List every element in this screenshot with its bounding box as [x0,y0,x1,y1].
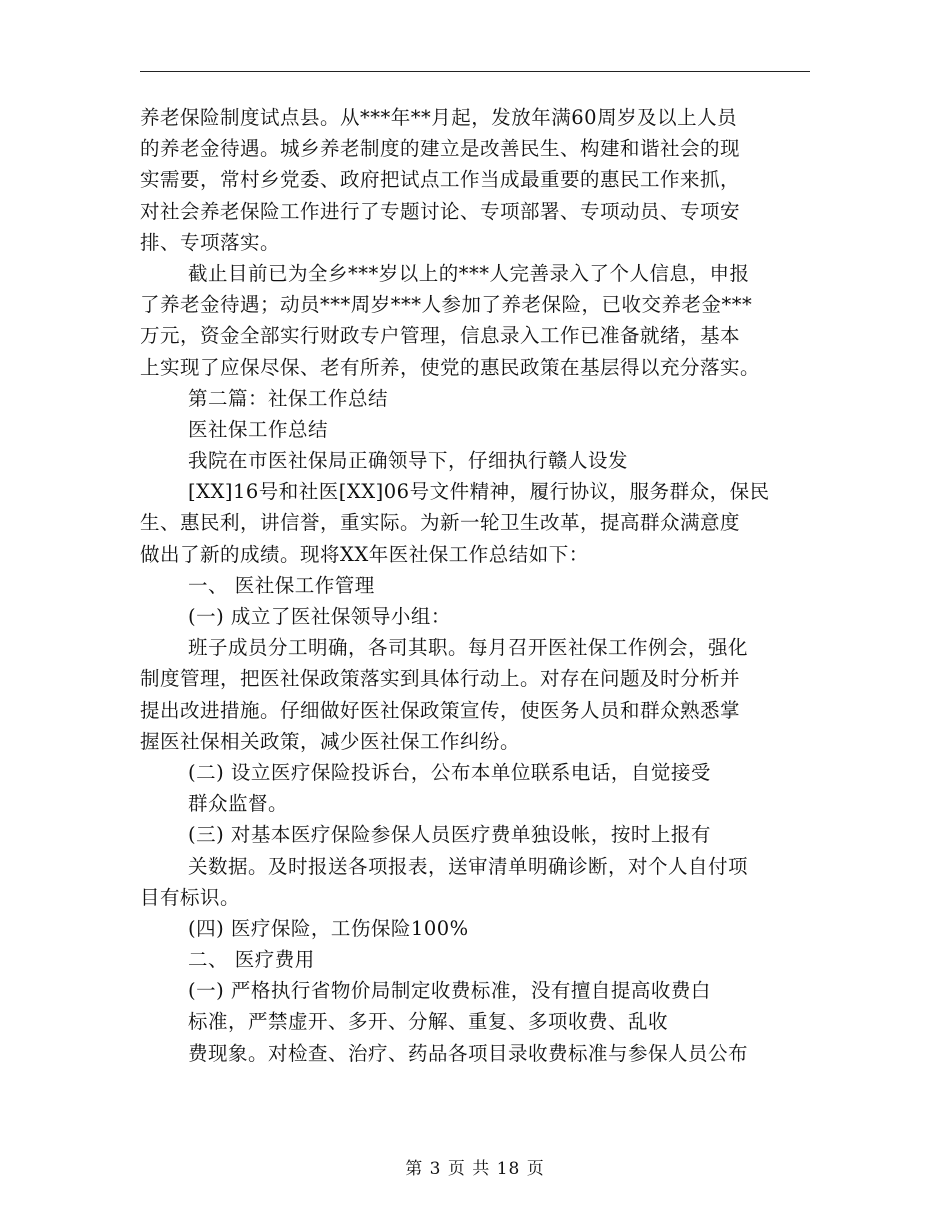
text-line: 制度管理，把医社保政策落实到具体行动上。对存在问题及时分析并 [140,667,741,691]
text-line: 提出改进措施。仔细做好医社保政策宣传，使医务人员和群众熟悉掌 [140,698,741,722]
text-line: 生、惠民利，讲信誉，重实际。为新一轮卫生改革，提高群众满意度 [140,511,741,535]
text-line: 二、 医疗费用 [188,948,315,972]
text-line: 截止目前已为全乡***岁以上的***人完善录入了个人信息，申报 [188,261,750,285]
text-line: 了养老金待遇；动员***周岁***人参加了养老保险，已收交养老金*** [140,293,753,317]
text-line: [XX]16号和社医[XX]06号文件精神，履行协议，服务群众，保民 [188,480,770,504]
text-line: 万元，资金全部实行财政专户管理，信息录入工作已准备就绪，基本 [140,324,741,348]
text-line: 养老保险制度试点县。从***年**月起，发放年满60周岁及以上人员 [140,106,738,129]
text-line: 做出了新的成绩。现将XX年医社保工作总结如下： [140,542,589,566]
text-line: 我院在市医社保局正确领导下，仔细执行赣人设发 [188,449,629,473]
text-line: (二) 设立医疗保险投诉台，公布本单位联系电话，自觉接受 [188,760,711,784]
text-line: 关数据。及时报送各项报表，送审清单明确诊断，对个人自付项 [188,854,749,878]
text-line: (四) 医疗保险，工伤保险100% [188,916,469,940]
text-line: 握医社保相关政策，减少医社保工作纠纷。 [140,729,521,753]
text-line: 排、专项落实。 [140,230,281,254]
text-line: 第二篇：社保工作总结 [188,386,389,410]
text-line: 班子成员分工明确，各司其职。每月召开医社保工作例会，强化 [188,636,749,660]
page-footer: 第 3 页 共 18 页 [405,1159,545,1179]
text-line: 对社会养老保险工作进行了专题讨论、专项部署、专项动员、专项安 [140,199,741,223]
text-line: (三) 对基本医疗保险参保人员医疗费单独设帐，按时上报有 [188,823,711,847]
text-line: 医社保工作总结 [188,417,329,441]
text-line: 实需要，常村乡党委、政府把试点工作当成最重要的惠民工作来抓， [140,168,741,192]
text-line: (一) 严格执行省物价局制定收费标准，没有擅自提高收费白 [188,979,711,1003]
text-line: (一) 成立了医社保领导小组： [188,605,451,628]
text-line: 标准，严禁虚开、多开、分解、重复、多项收费、乱收 [188,1010,669,1034]
text-line: 目有标识。 [140,885,241,909]
text-line: 费现象。对检查、治疗、药品各项目录收费标准与参保人员公布 [188,1041,749,1065]
document-body [140,102,820,1069]
header-rule [140,71,810,72]
text-line: 群众监督。 [188,792,289,816]
text-line: 的养老金待遇。城乡养老制度的建立是改善民生、构建和谐社会的现 [140,137,741,161]
text-line: 上实现了应保尽保、老有所养，使党的惠民政策在基层得以充分落实。 [140,355,761,379]
text-line: 一、 医社保工作管理 [188,573,375,597]
